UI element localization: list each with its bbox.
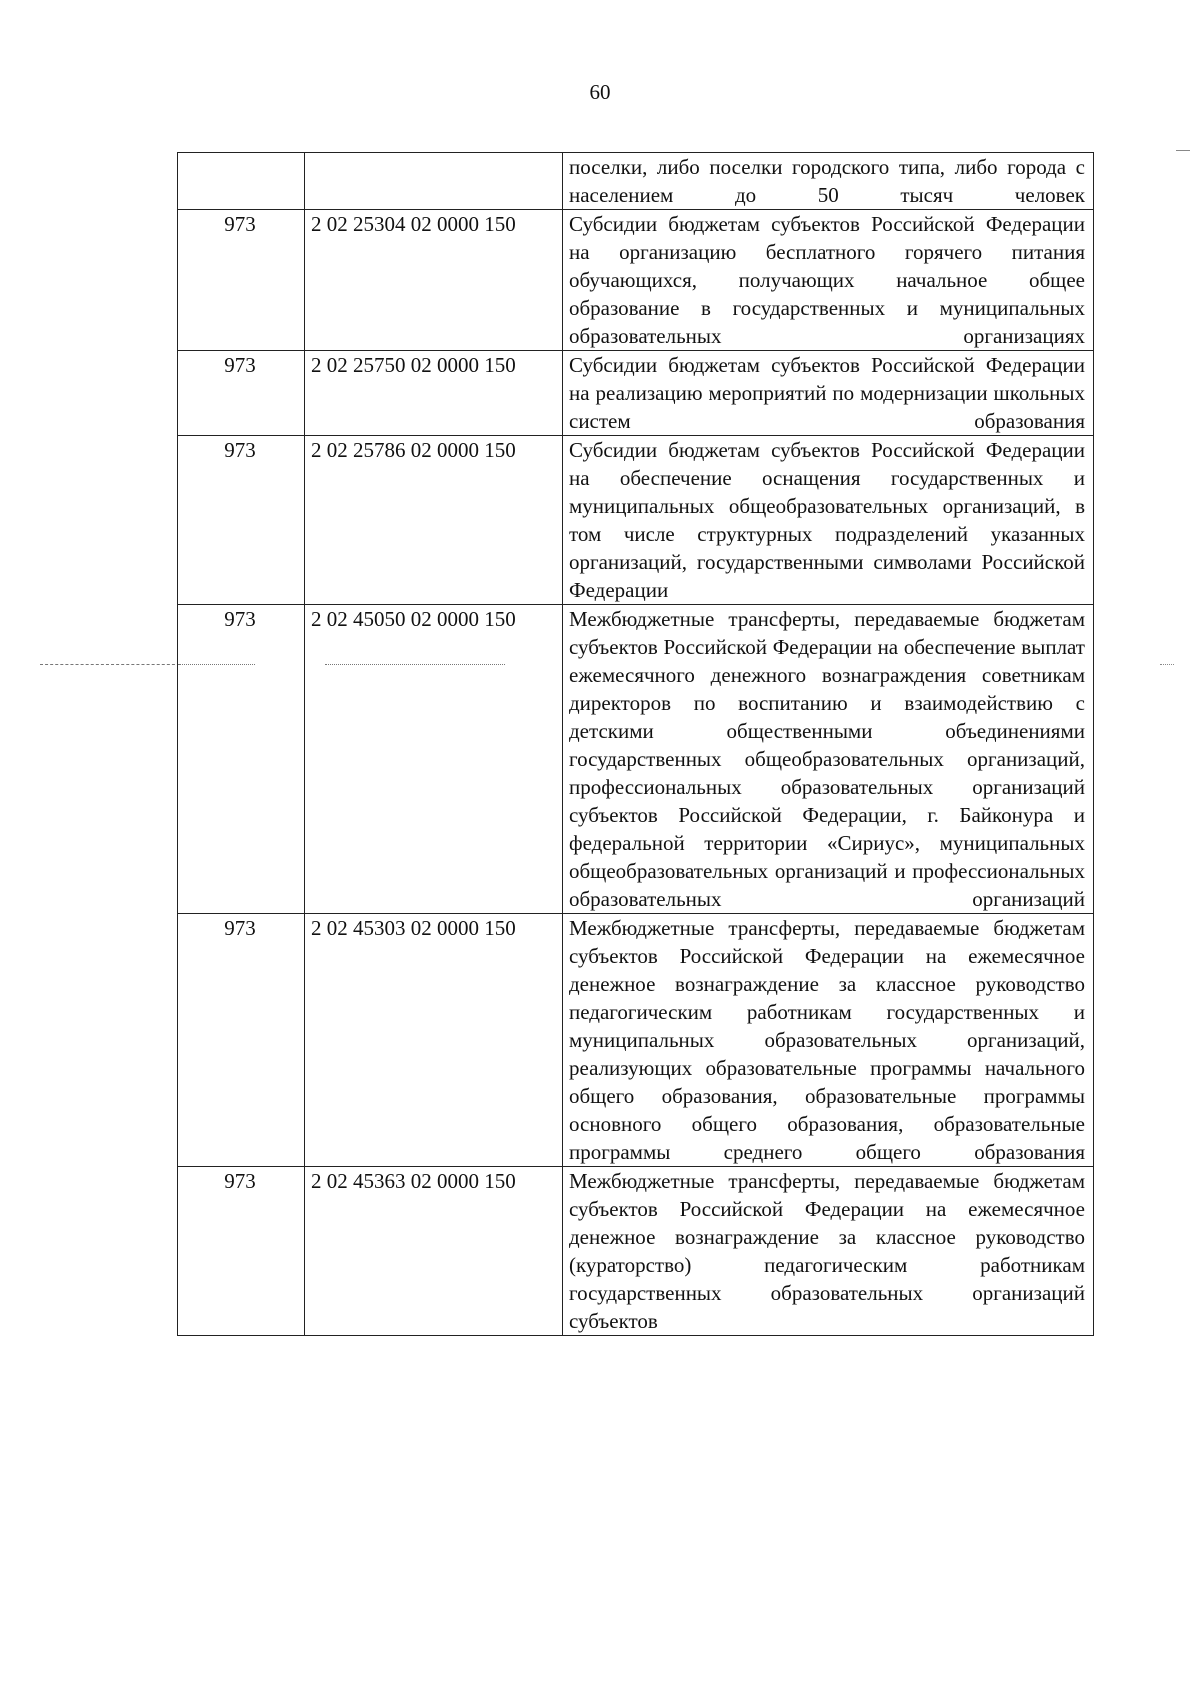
table-row — [178, 1167, 1094, 1336]
admin-code-cell: 973 — [178, 914, 305, 1167]
description-cell: Межбюджетные трансферты, передаваемые бюджетам субъектов Российской Федерации на обеспечение выплат ежемесячного денежного вознаграждения советникам директоров по воспитанию и взаимодействию с детскими общественными объединениями государственных общеобразовательных организаций, профессиональных образовательных организаций субъектов Российской Федерации, г. Байконура и федеральной территории «Сириус», муниципальных общеобразовательных организаций и профессиональных образовательных организаций — [563, 605, 1094, 914]
income-code-cell: 2 02 45363 02 0000 150 — [305, 1167, 563, 1336]
table-row — [178, 605, 1094, 914]
income-code-cell — [305, 153, 563, 210]
income-code-cell: 2 02 45050 02 0000 150 — [305, 605, 563, 914]
income-code-cell: 2 02 25304 02 0000 150 — [305, 210, 563, 351]
description-cell: Субсидии бюджетам субъектов Российской Федерации на обеспечение оснащения государственных и муниципальных общеобразовательных организаций, в том числе структурных подразделений указанных организаций, государственными символами Российской Федерации — [563, 436, 1094, 605]
admin-code-cell — [178, 153, 305, 210]
admin-code-cell: 973 — [178, 605, 305, 914]
description-cell: Межбюджетные трансферты, передаваемые бюджетам субъектов Российской Федерации на ежемесячное денежное вознаграждение за классное руководство (кураторство) педагогическим работникам государственных образовательных организаций субъектов — [563, 1167, 1094, 1336]
scan-artifact-tick — [1160, 664, 1174, 665]
table-row — [178, 210, 1094, 351]
income-code-cell: 2 02 25750 02 0000 150 — [305, 351, 563, 436]
admin-code-cell: 973 — [178, 1167, 305, 1336]
table-row — [178, 914, 1094, 1167]
table-row — [178, 153, 1094, 210]
description-cell: поселки, либо поселки городского типа, либо города с населением до 50 тысяч человек — [563, 153, 1094, 210]
admin-code-cell: 973 — [178, 436, 305, 605]
table-row — [178, 436, 1094, 605]
description-cell: Субсидии бюджетам субъектов Российской Федерации на организацию бесплатного горячего питания обучающихся, получающих начальное общее образование в государственных и муниципальных образовательных организациях — [563, 210, 1094, 351]
scan-artifact-tick — [1176, 150, 1190, 151]
budget-codes-table — [177, 152, 1094, 1336]
page-number: 60 — [589, 80, 611, 104]
admin-code-cell: 973 — [178, 351, 305, 436]
description-cell: Межбюджетные трансферты, передаваемые бюджетам субъектов Российской Федерации на ежемесячное денежное вознаграждение за классное руководство педагогическим работникам государственных и муниципальных образовательных организаций, реализующих образовательные программы начального общего образования, образовательные программы основного общего образования, образовательные программы среднего общего образования — [563, 914, 1094, 1167]
scan-artifact-dashed-line — [40, 664, 180, 665]
income-code-cell: 2 02 45303 02 0000 150 — [305, 914, 563, 1167]
income-code-cell: 2 02 25786 02 0000 150 — [305, 436, 563, 605]
table-row — [178, 351, 1094, 436]
admin-code-cell: 973 — [178, 210, 305, 351]
description-cell: Субсидии бюджетам субъектов Российской Федерации на реализацию мероприятий по модернизации школьных систем образования — [563, 351, 1094, 436]
